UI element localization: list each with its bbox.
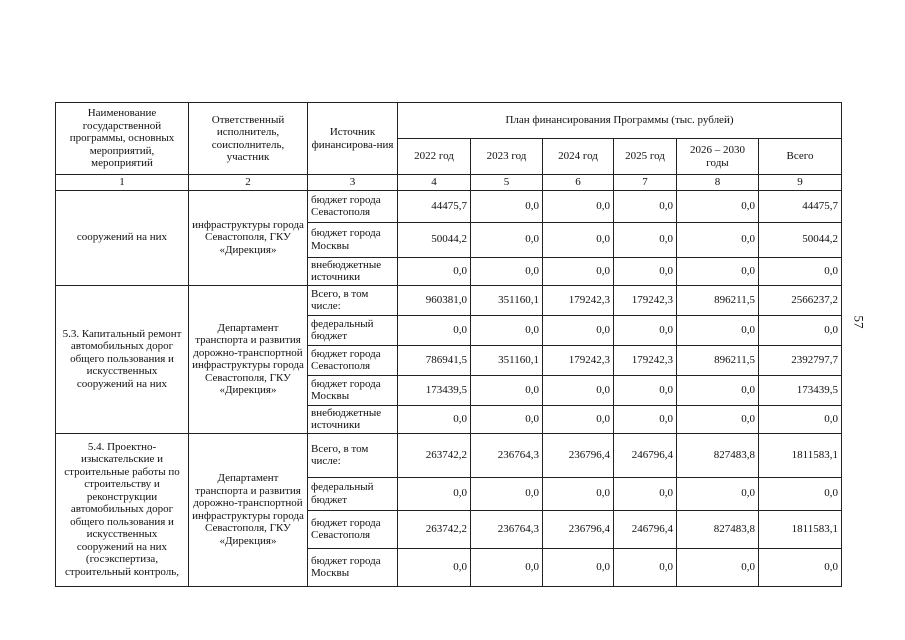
amount-cell: 179242,3 — [614, 285, 677, 315]
amount-cell: 0,0 — [471, 222, 543, 257]
amount-cell: 0,0 — [677, 257, 759, 285]
amount-cell: 0,0 — [614, 222, 677, 257]
column-number: 1 — [56, 175, 189, 191]
amount-cell: 0,0 — [543, 222, 614, 257]
funding-source: федеральный бюджет — [308, 315, 398, 345]
table-row — [56, 190, 842, 222]
amount-cell: 44475,7 — [759, 190, 842, 222]
amount-cell: 0,0 — [471, 405, 543, 433]
amount-cell: 0,0 — [614, 315, 677, 345]
amount-cell: 896211,5 — [677, 345, 759, 375]
amount-cell: 2392797,7 — [759, 345, 842, 375]
amount-cell: 827483,8 — [677, 510, 759, 548]
header-year-2024: 2024 год — [543, 139, 614, 175]
amount-cell: 179242,3 — [543, 345, 614, 375]
amount-cell: 786941,5 — [398, 345, 471, 375]
amount-cell: 0,0 — [398, 315, 471, 345]
column-number: 2 — [189, 175, 308, 191]
amount-cell: 0,0 — [543, 477, 614, 510]
funding-source: бюджет города Севастополя — [308, 190, 398, 222]
amount-cell: 179242,3 — [543, 285, 614, 315]
funding-source: бюджет города Севастополя — [308, 510, 398, 548]
amount-cell: 236764,3 — [471, 510, 543, 548]
amount-cell: 246796,4 — [614, 433, 677, 477]
amount-cell: 0,0 — [398, 548, 471, 586]
funding-source: Всего, в том числе: — [308, 433, 398, 477]
amount-cell: 0,0 — [677, 375, 759, 405]
activity-name: 5.4. Проектно-изыскательские и строительные работы по строительству и реконструкции автомобильных дорог общего пользования и искусственных сооружений на них (госэкспертиза, строительный контроль, — [56, 433, 189, 586]
amount-cell: 0,0 — [677, 548, 759, 586]
column-number: 9 — [759, 175, 842, 191]
column-number: 6 — [543, 175, 614, 191]
funding-source: бюджет города Москвы — [308, 222, 398, 257]
amount-cell: 44475,7 — [398, 190, 471, 222]
amount-cell: 0,0 — [543, 548, 614, 586]
header-year-2022: 2022 год — [398, 139, 471, 175]
amount-cell: 0,0 — [614, 375, 677, 405]
amount-cell: 0,0 — [614, 548, 677, 586]
amount-cell: 50044,2 — [398, 222, 471, 257]
amount-cell: 351160,1 — [471, 285, 543, 315]
responsible-executor: инфраструктуры города Севастополя, ГКУ «Дирекция» — [189, 190, 308, 285]
header-program-name: Наименование государственной программы, основных мероприятий, мероприятий — [56, 103, 189, 175]
amount-cell: 0,0 — [543, 257, 614, 285]
amount-cell: 0,0 — [614, 257, 677, 285]
funding-source: бюджет города Москвы — [308, 548, 398, 586]
amount-cell: 0,0 — [677, 477, 759, 510]
amount-cell: 0,0 — [614, 405, 677, 433]
amount-cell: 2566237,2 — [759, 285, 842, 315]
column-number: 4 — [398, 175, 471, 191]
amount-cell: 263742,2 — [398, 510, 471, 548]
column-number: 3 — [308, 175, 398, 191]
funding-source: внебюджетные источники — [308, 405, 398, 433]
responsible-executor: Департамент транспорта и развития дорожно-транспортной инфраструктуры города Севастополя, ГКУ «Дирекция» — [189, 433, 308, 586]
amount-cell: 0,0 — [614, 190, 677, 222]
financing-table — [55, 102, 842, 587]
activity-name: 5.3. Капитальный ремонт автомобильных дорог общего пользования и искусственных сооружений на них — [56, 285, 189, 433]
amount-cell: 0,0 — [614, 477, 677, 510]
amount-cell: 236796,4 — [543, 510, 614, 548]
amount-cell: 0,0 — [677, 222, 759, 257]
header-total: Всего — [759, 139, 842, 175]
amount-cell: 0,0 — [398, 477, 471, 510]
amount-cell: 0,0 — [543, 315, 614, 345]
header-financing-plan: План финансирования Программы (тыс. рублей) — [398, 103, 842, 139]
amount-cell: 0,0 — [759, 405, 842, 433]
amount-cell: 896211,5 — [677, 285, 759, 315]
column-numbers-row — [56, 175, 842, 191]
amount-cell: 0,0 — [543, 190, 614, 222]
amount-cell: 0,0 — [471, 477, 543, 510]
amount-cell: 0,0 — [398, 257, 471, 285]
amount-cell: 50044,2 — [759, 222, 842, 257]
header-responsible: Ответственный исполнитель, соисполнитель, участник — [189, 103, 308, 175]
page-number: 57 — [851, 315, 867, 329]
funding-source: бюджет города Севастополя — [308, 345, 398, 375]
column-number: 5 — [471, 175, 543, 191]
amount-cell: 0,0 — [471, 190, 543, 222]
funding-source: бюджет города Москвы — [308, 375, 398, 405]
funding-source: федеральный бюджет — [308, 477, 398, 510]
amount-cell: 351160,1 — [471, 345, 543, 375]
funding-source: Всего, в том числе: — [308, 285, 398, 315]
table-row — [56, 433, 842, 477]
amount-cell: 173439,5 — [398, 375, 471, 405]
amount-cell: 0,0 — [543, 405, 614, 433]
amount-cell: 173439,5 — [759, 375, 842, 405]
amount-cell: 0,0 — [759, 315, 842, 345]
amount-cell: 179242,3 — [614, 345, 677, 375]
amount-cell: 0,0 — [471, 375, 543, 405]
amount-cell: 0,0 — [759, 477, 842, 510]
header-funding-source: Источник финансирова-ния — [308, 103, 398, 175]
header-year-2023: 2023 год — [471, 139, 543, 175]
amount-cell: 0,0 — [759, 548, 842, 586]
amount-cell: 263742,2 — [398, 433, 471, 477]
amount-cell: 246796,4 — [614, 510, 677, 548]
amount-cell: 960381,0 — [398, 285, 471, 315]
table-body — [56, 190, 842, 586]
amount-cell: 1811583,1 — [759, 433, 842, 477]
amount-cell: 0,0 — [759, 257, 842, 285]
header-years-2026-2030: 2026 – 2030 годы — [677, 139, 759, 175]
funding-source: внебюджетные источники — [308, 257, 398, 285]
amount-cell: 1811583,1 — [759, 510, 842, 548]
column-number: 8 — [677, 175, 759, 191]
amount-cell: 236796,4 — [543, 433, 614, 477]
amount-cell: 0,0 — [471, 548, 543, 586]
amount-cell: 827483,8 — [677, 433, 759, 477]
amount-cell: 0,0 — [398, 405, 471, 433]
amount-cell: 0,0 — [471, 257, 543, 285]
header-year-2025: 2025 год — [614, 139, 677, 175]
table-row — [56, 285, 842, 315]
column-number: 7 — [614, 175, 677, 191]
amount-cell: 0,0 — [677, 190, 759, 222]
amount-cell: 0,0 — [471, 315, 543, 345]
amount-cell: 0,0 — [677, 405, 759, 433]
amount-cell: 236764,3 — [471, 433, 543, 477]
responsible-executor: Департамент транспорта и развития дорожно-транспортной инфраструктуры города Севастополя, ГКУ «Дирекция» — [189, 285, 308, 433]
activity-name: сооружений на них — [56, 190, 189, 285]
amount-cell: 0,0 — [543, 375, 614, 405]
amount-cell: 0,0 — [677, 315, 759, 345]
